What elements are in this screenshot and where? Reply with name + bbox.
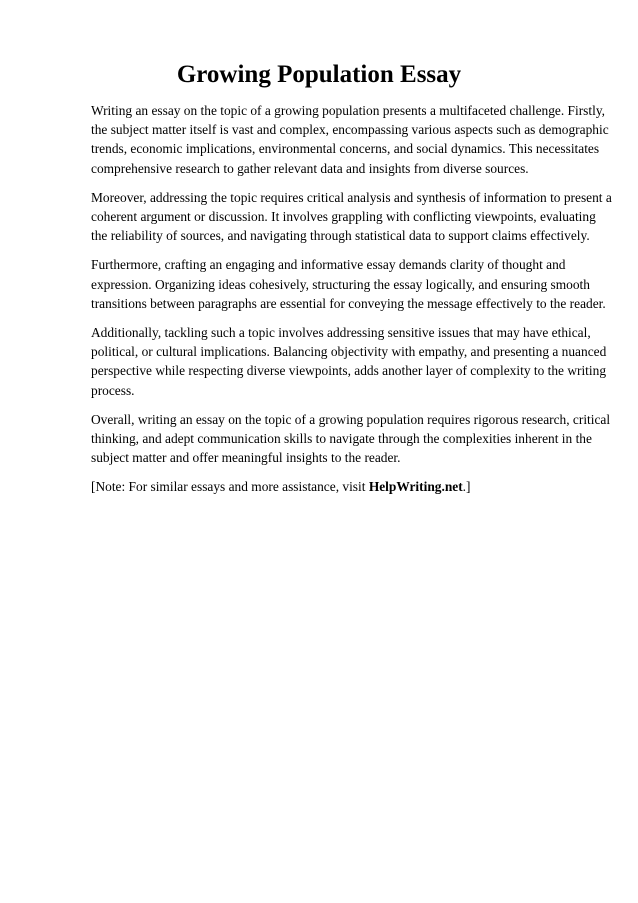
note-suffix: .] — [462, 479, 471, 495]
paragraph-line: process. — [91, 382, 135, 398]
paragraph-line: transitions between paragraphs are essential for conveying the message effectively to the reader. — [91, 295, 606, 311]
paragraph-line: Additionally, tackling such a topic involves addressing sensitive issues that may have ethical, — [91, 325, 591, 341]
page-title: Growing Population Essay — [176, 61, 462, 88]
paragraph-4 — [91, 323, 607, 400]
paragraph-line: the subject matter itself is vast and complex, encompassing various aspects such as demographic — [91, 122, 609, 138]
paragraph-line: comprehensive research to gather relevant data and insights from diverse sources. — [91, 160, 529, 176]
paragraph-line: Overall, writing an essay on the topic of a growing population requires rigorous research, critical — [91, 411, 611, 427]
note-prefix: [Note: For similar essays and more assistance, visit — [91, 479, 369, 495]
paragraph-line: Writing an essay on the topic of a growing population presents a multifaceted challenge. Firstly, — [91, 103, 605, 118]
paragraph-line: subject matter and offer meaningful insights to the reader. — [91, 450, 401, 466]
paragraph-line: trends, economic implications, environmental concerns, and social dynamics. This necessitates — [91, 141, 600, 157]
helpwriting-link[interactable]: HelpWriting.net — [368, 479, 463, 495]
paragraph-3 — [91, 255, 606, 313]
paragraph-line: expression. Organizing ideas cohesively, structuring the essay logically, and ensuring smooth — [91, 276, 590, 292]
paragraph-line: coherent argument or discussion. It involves grappling with conflicting viewpoints, evaluating — [91, 209, 596, 225]
paragraph-1 — [91, 101, 609, 178]
paragraph-line: perspective while respecting diverse viewpoints, adds another layer of complexity to the writing — [91, 363, 607, 379]
paragraph-line: the reliability of sources, and navigating through statistical data to support claims effectively. — [91, 228, 590, 244]
paragraph-line: thinking, and adept communication skills to navigate through the complexities inherent in the — [91, 431, 592, 447]
paragraph-2 — [91, 188, 612, 246]
paragraph-5 — [91, 410, 611, 468]
paragraph-line: Furthermore, crafting an engaging and informative essay demands clarity of thought and — [91, 257, 566, 273]
note-paragraph — [91, 477, 601, 496]
paragraph-line: Moreover, addressing the topic requires critical analysis and synthesis of information to present a — [91, 189, 612, 205]
paragraph-line: political, or cultural implications. Balancing objectivity with empathy, and presenting a nuanced — [91, 344, 607, 360]
essay-body — [91, 101, 612, 507]
